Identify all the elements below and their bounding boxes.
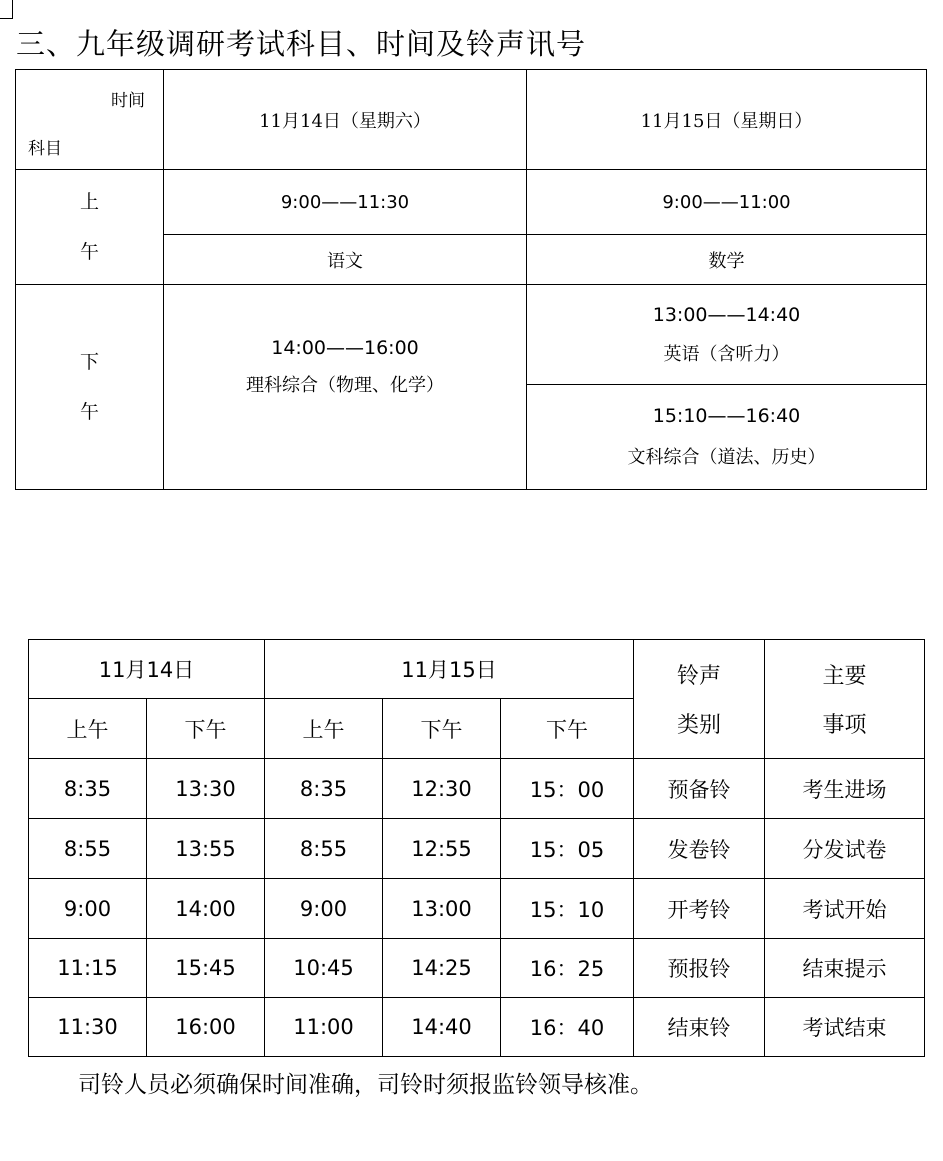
bell-time-cell: 13:00 <box>383 879 501 939</box>
bell-time-cell: 8:55 <box>29 819 147 879</box>
main-item-cell: 考试结束 <box>765 998 925 1057</box>
bell-time-cell: 11:00 <box>265 998 383 1057</box>
bell-day2-header: 11月15日 <box>265 640 634 699</box>
main-item-cell: 考生进场 <box>765 759 925 819</box>
corner-subject-label: 科目 <box>28 139 62 159</box>
morning-day1-time: 9:00——11:30 <box>164 170 527 235</box>
afternoon-day2-second-cell <box>527 385 927 490</box>
afternoon-row-1 <box>16 285 927 385</box>
afternoon-day2-first-time: 13:00——14:40 <box>652 303 801 326</box>
main-item-cell: 考试开始 <box>765 879 925 939</box>
afternoon-label-char: 午 <box>79 401 99 423</box>
bell-time-cell: 14:25 <box>383 939 501 998</box>
bell-type-header-line: 铃声 <box>677 664 722 689</box>
bell-time-cell: 9:00 <box>265 879 383 939</box>
page-corner-mark <box>0 0 13 19</box>
bell-time-cell: 16：25 <box>501 939 634 998</box>
bell-time-cell: 11:15 <box>29 939 147 998</box>
bell-subheader: 下午 <box>501 699 634 759</box>
afternoon-day2-second-time: 15:10——16:40 <box>652 405 801 427</box>
main-item-header <box>765 640 925 759</box>
bell-signal-table <box>28 639 925 1057</box>
bell-time-cell: 13:30 <box>147 759 265 819</box>
main-item-cell: 分发试卷 <box>765 819 925 879</box>
bell-time-cell: 8:55 <box>265 819 383 879</box>
afternoon-day2-first-cell <box>527 285 927 385</box>
exam-schedule-table <box>15 69 927 490</box>
bell-time-cell: 12:55 <box>383 819 501 879</box>
bell-time-cell: 16：40 <box>501 998 634 1057</box>
bell-type-header <box>634 640 765 759</box>
bell-type-cell: 发卷铃 <box>634 819 765 879</box>
bell-type-cell: 预报铃 <box>634 939 765 998</box>
main-item-header-line: 主要 <box>822 664 867 689</box>
bell-time-cell: 9:00 <box>29 879 147 939</box>
bell-time-cell: 14:40 <box>383 998 501 1057</box>
bell-type-cell: 开考铃 <box>634 879 765 939</box>
bell-subheader: 下午 <box>383 699 501 759</box>
main-item-cell: 结束提示 <box>765 939 925 998</box>
bell-time-cell: 16:00 <box>147 998 265 1057</box>
bell-type-cell: 预备铃 <box>634 759 765 819</box>
afternoon-day1-cell <box>164 285 527 490</box>
bell-time-cell: 15：00 <box>501 759 634 819</box>
bell-time-cell: 15：05 <box>501 819 634 879</box>
bell-day1-header: 11月14日 <box>29 640 265 699</box>
morning-day2-subject: 数学 <box>527 235 927 285</box>
bell-subheader: 上午 <box>265 699 383 759</box>
bell-type-cell: 结束铃 <box>634 998 765 1057</box>
morning-time-row <box>16 170 927 235</box>
table-row <box>29 998 925 1057</box>
afternoon-label-char: 下 <box>79 351 99 373</box>
morning-label-char: 上 <box>79 191 99 213</box>
afternoon-day2-second-subject: 文科综合（道法、历史） <box>627 447 826 468</box>
schedule-header-row <box>16 70 927 170</box>
morning-day1-subject: 语文 <box>164 235 527 285</box>
bell-time-cell: 15:45 <box>147 939 265 998</box>
afternoon-day1-subject: 理科综合（物理、化学） <box>246 375 444 396</box>
bell-date-row <box>29 640 925 699</box>
table-row <box>29 759 925 819</box>
footnote-text: 司铃人员必须确保时间准确，司铃时须报监铃领导核准。 <box>78 1072 653 1098</box>
bell-time-cell: 14:00 <box>147 879 265 939</box>
morning-label-cell <box>16 170 164 285</box>
bell-time-cell: 8:35 <box>265 759 383 819</box>
bell-time-cell: 13:55 <box>147 819 265 879</box>
table-row <box>29 819 925 879</box>
bell-type-header-line: 类别 <box>677 713 722 738</box>
bell-subheader: 上午 <box>29 699 147 759</box>
page-title: 三、九年级调研考试科目、时间及铃声讯号 <box>16 27 587 61</box>
morning-label-char: 午 <box>79 241 99 263</box>
afternoon-label-cell <box>16 285 164 490</box>
bell-subheader: 下午 <box>147 699 265 759</box>
bell-time-cell: 15：10 <box>501 879 634 939</box>
corner-time-label: 时间 <box>111 91 145 111</box>
bell-time-cell: 11:30 <box>29 998 147 1057</box>
day1-header: 11月14日（星期六） <box>164 70 527 170</box>
bell-time-cell: 10:45 <box>265 939 383 998</box>
afternoon-day1-time: 14:00——16:00 <box>271 337 419 359</box>
table-row <box>29 879 925 939</box>
bell-time-cell: 8:35 <box>29 759 147 819</box>
main-item-header-line: 事项 <box>822 713 867 738</box>
corner-header-cell <box>16 70 164 170</box>
table-row <box>29 939 925 998</box>
morning-day2-time: 9:00——11:00 <box>527 170 927 235</box>
afternoon-day2-first-subject: 英语（含听力） <box>663 343 790 365</box>
bell-time-cell: 12:30 <box>383 759 501 819</box>
day2-header: 11月15日（星期日） <box>527 70 927 170</box>
